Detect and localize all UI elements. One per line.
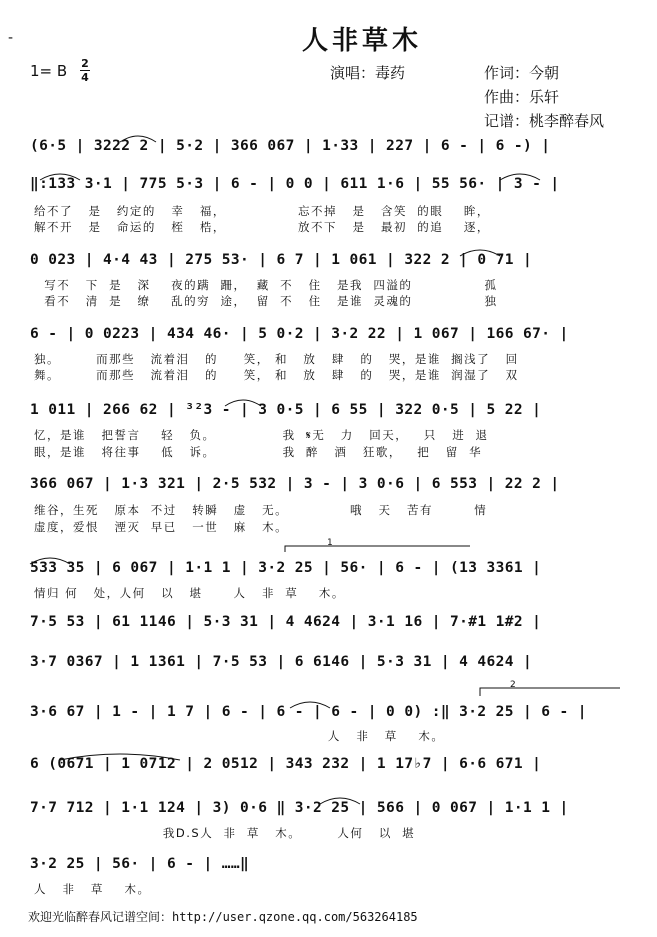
composer-credit: 作曲：乐轩 xyxy=(484,88,560,106)
score-line-2-lyric-2: 解不开 是 命运的 桎 梏， 放不下 是 最初 的追 逐， xyxy=(34,220,490,234)
footer-link-text: 欢迎光临醉春风记谱空间：http://user.qzone.qq.com/563264185 xyxy=(28,910,418,924)
time-signature-bottom: 4 xyxy=(81,71,89,84)
score-line-8-notes: 7·5 53 | 61 1146 | 5·3 31 | 4 4624 | 3·1 16 | 7·#1 1#2 | xyxy=(30,614,542,630)
score-line-7-notes: 533 35 | 6 067 | 1·1 1 | 3·2 25 | 56· | 6 - | (13 3361 | xyxy=(30,560,542,576)
score-line-6-lyric-1: 维谷，生死 原本 不过 转瞬 虚 无。 哦 天 苦有 情 xyxy=(34,503,488,517)
score-line-7-lyric-1: 情归 何 处，人何 以 堪 人 非 草 木。 xyxy=(34,586,345,600)
score-line-3-lyric-1: 写不 下 是 深 夜的蹒 跚， 藏 不 住 是我 四溢的 孤 xyxy=(34,278,498,292)
margin-dash: - xyxy=(8,30,14,46)
score-line-12-notes: 7·7 712 | 1·1 124 | 3) 0·6 ‖ 3·2 25 | 566 | 0 067 | 1·1 1 | xyxy=(30,800,569,816)
score-line-10-notes: 3·6 67 | 1 - | 1 7 | 6 - | 6 - | 6 - | 0 0) :‖ 3·2 25 | 6 - | xyxy=(30,704,587,720)
score-line-10-lyric-1: 人 非 草 木。 xyxy=(34,729,445,743)
score-line-5-notes: 1 011 | 266 62 | ³²3 - | 3 0·5 | 6 55 | 322 0·5 | 5 22 | xyxy=(30,402,542,418)
score-line-4-lyric-1: 独。 而那些 流着泪 的 笑， 和 放 肆 的 哭，是谁 搁浅了 回 xyxy=(34,352,519,366)
score-line-5-lyric-2: 眼，是谁 将往事 低 诉。 我 醉 酒 狂歌， 把 留 华 xyxy=(34,445,483,459)
score-line-13-notes: 3·2 25 | 56· | 6 - | ……‖ xyxy=(30,856,250,872)
singer-credit: 演唱：毒药 xyxy=(330,64,406,82)
volta-2-bracket xyxy=(480,688,620,696)
key-signature: 1= B xyxy=(30,62,68,80)
score-line-3-lyric-2: 看不 清 是 缭 乱的穷 途， 留 不 住 是谁 灵魂的 独 xyxy=(34,294,498,308)
transcriber-credit: 记谱：桃李醉春风 xyxy=(484,112,605,130)
score-line-3-notes: 0 023 | 4·4 43 | 275 53· | 6 7 | 1 061 | 322 2 | 0 71 | xyxy=(30,252,533,268)
score-line-2-lyric-1: 给不了 是 约定的 幸 福， 忘不掉 是 含笑 的眼 眸， xyxy=(34,204,490,218)
score-line-13-lyric-1: 人 非 草 木。 xyxy=(34,882,151,896)
score-line-4-notes: 6 - | 0 0223 | 434 46· | 5 0·2 | 3·2 22 | 1 067 | 166 67· | xyxy=(30,326,569,342)
score-line-11-notes: 6 (0671 | 1 0712 | 2 0512 | 343 232 | 1 17♭7 | 6·6 671 | xyxy=(30,756,542,772)
score-line-5-lyric-1: 忆，是谁 把誓言 轻 负。 我 𝄋无 力 回天， 只 进 退 xyxy=(34,428,489,442)
time-signature-top: 2 xyxy=(81,57,89,70)
score-line-12-lyric-1: 我D.S人 非 草 木。 人何 以 堪 xyxy=(34,826,416,840)
score-line-6-lyric-2: 虚度，爱恨 湮灭 早已 一世 麻 木。 xyxy=(34,520,289,534)
volta-2-number: 2 xyxy=(510,680,516,690)
score-line-4-lyric-2: 舞。 而那些 流着泪 的 笑， 和 放 肆 的 哭，是谁 润湿了 双 xyxy=(34,368,519,382)
score-line-2-notes: ‖:133 3·1 | 775 5·3 | 6 - | 0 0 | 611 1·6 | 55 56· | 3 - | xyxy=(30,176,560,192)
song-title: 人非草木 xyxy=(302,26,423,56)
volta-1-bracket xyxy=(285,546,470,552)
score-line-9-notes: 3·7 0367 | 1 1361 | 7·5 53 | 6 6146 | 5·3 31 | 4 4624 | xyxy=(30,654,533,670)
lyricist-credit: 作词：今朝 xyxy=(484,64,560,82)
volta-1-number: 1 xyxy=(327,538,333,548)
score-line-1-notes: (6·5 | 3222 2 | 5·2 | 366 067 | 1·33 | 227 | 6 - | 6 -) | xyxy=(30,138,551,154)
score-line-6-notes: 366 067 | 1·3 321 | 2·5 532 | 3 - | 3 0·6 | 6 553 | 22 2 | xyxy=(30,476,560,492)
